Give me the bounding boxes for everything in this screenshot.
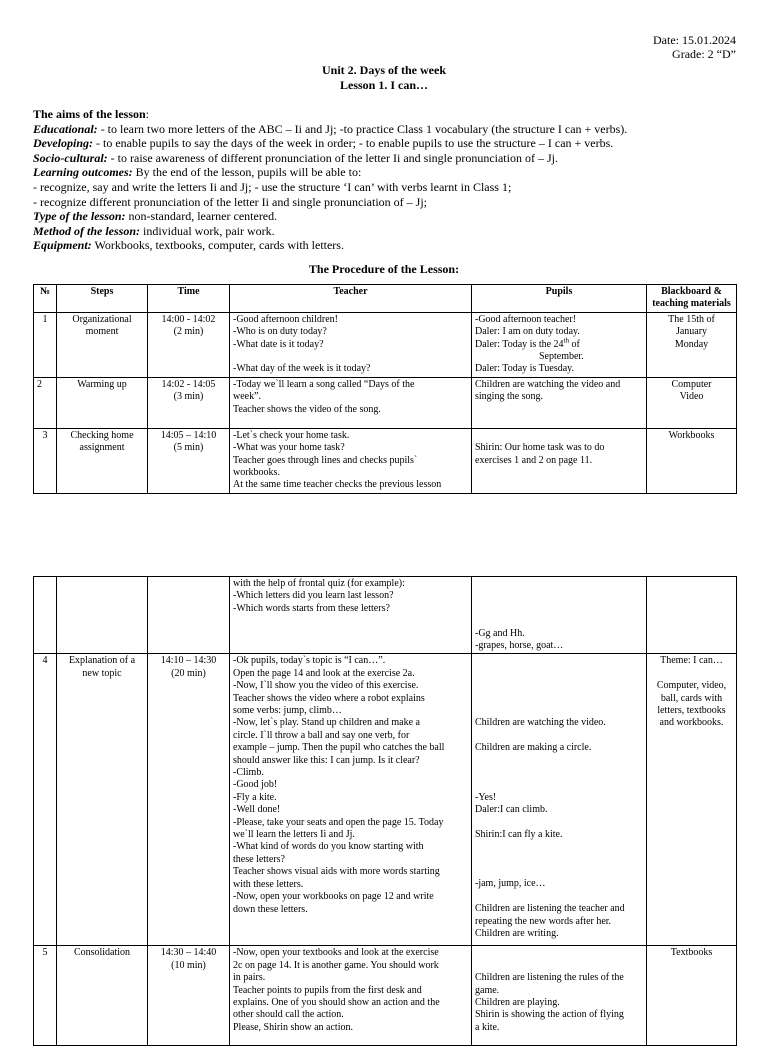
cell-line: -Let`s check your home task. [233, 429, 350, 441]
cell-line: -Who is on duty today? [233, 326, 327, 338]
cell-line [475, 755, 643, 767]
teacher-cell [230, 312, 472, 377]
lesson-title [0, 63, 768, 92]
lesson-date: Date: 15.01.2024 [653, 33, 736, 47]
cell-line: Please, Shirin show an action. [233, 1021, 353, 1033]
cell-line [475, 668, 643, 680]
cell-line [475, 960, 643, 972]
cell-line [475, 693, 643, 705]
time-cell: 14:02 - 14:05 (3 min) [148, 377, 230, 428]
unit-title: Unit 2. Days of the week [322, 63, 446, 77]
step-cell [57, 577, 148, 654]
pupils-cell [472, 577, 647, 654]
aim-educational: Educational: - to learn two more letters of the ABC – Ii and Jj; -to practice Class 1 vocabulary (the structure I can + verbs). [33, 121, 628, 136]
cell-line: a kite. [475, 1021, 500, 1033]
materials-cell [647, 428, 737, 493]
cell-line: At the same time teacher checks the previous lesson [233, 479, 442, 491]
time-cell: 14:10 – 14:30 (20 min) [148, 654, 230, 946]
cell-line [233, 351, 468, 363]
cell-line: we`ll learn the letters Ii and Jj. [233, 829, 355, 841]
cell-line: Monday [674, 338, 709, 350]
cell-line: The 15th of [668, 313, 715, 325]
table-header-row [34, 285, 737, 313]
cell-line: circle. I`ll throw a ball and say one verb, for [233, 729, 410, 741]
materials-cell [647, 654, 737, 946]
step-cell: Checking home assignment [57, 428, 148, 493]
cell-line: January [675, 326, 708, 338]
cell-line: repeating the new words after her. [475, 915, 612, 927]
cell-line: -Which letters did you learn last lesson? [233, 590, 394, 602]
cell-line: -Good job! [233, 779, 278, 791]
cell-line: exercises 1 and 2 on page 11. [475, 454, 593, 466]
cell-line [475, 767, 643, 779]
time-cell: 14:05 – 14:10 (5 min) [148, 428, 230, 493]
cell-line: -Well done! [233, 804, 281, 816]
cell-line [475, 430, 643, 442]
cell-line: 2c on page 14. It is another game. You should work [233, 959, 439, 971]
column-header: Steps [57, 285, 148, 313]
aim-socio-cultural: Socio-cultural: - to raise awareness of different pronunciation of the letter Ii and single pronunciation of – Jj. [33, 150, 558, 165]
cell-line: example – jump. Then the pupil who catches the ball [233, 742, 445, 754]
time-cell: 14:30 – 14:40 (10 min) [148, 946, 230, 1046]
cell-line [650, 668, 733, 680]
materials-cell [647, 577, 737, 654]
cell-line: Children are watching the video and [475, 378, 621, 390]
outcome-item: - recognize different pronunciation of the letter Ii and single pronunciation of – Jj; [33, 194, 427, 209]
cell-line: -Yes! [475, 791, 497, 803]
cell-line [475, 615, 643, 627]
table-row [34, 312, 737, 377]
cell-line: these letters? [233, 853, 285, 865]
procedure-table [33, 284, 737, 494]
row-number: 5 [34, 946, 57, 1046]
learning-outcomes: Learning outcomes: By the end of the lesson, pupils will be able to: [33, 165, 362, 180]
row-number: 4 [34, 654, 57, 946]
cell-line: -Now, open your workbooks on page 12 and write [233, 891, 434, 903]
teacher-cell [230, 428, 472, 493]
cell-line: -What date is it today? [233, 338, 324, 350]
cell-line: letters, textbooks [657, 704, 726, 716]
cell-line [475, 730, 643, 742]
lesson-method: Method of the lesson: individual work, pair work. [33, 223, 275, 238]
time-cell: 14:00 - 14:02 (2 min) [148, 312, 230, 377]
cell-line: -Now, let`s play. Stand up children and make a [233, 717, 420, 729]
cell-line: down these letters. [233, 903, 308, 915]
lesson-grade: Grade: 2 “D” [672, 47, 736, 61]
cell-line: -What day of the week is it today? [233, 363, 371, 375]
cell-line: Workbooks [668, 429, 715, 441]
cell-line: Children are watching the video. [475, 717, 606, 729]
cell-line: -Now, I`ll show you the video of this exercise. [233, 680, 419, 692]
cell-line [475, 947, 643, 959]
lesson-meta [653, 33, 736, 61]
cell-line [475, 866, 643, 878]
cell-line: with the help of frontal quiz (for example): [233, 578, 405, 589]
cell-line: Children are listening the rules of the [475, 972, 624, 984]
step-cell: Explanation of a new topic [57, 654, 148, 946]
cell-line: -Ok pupils, today`s topic is “I can…”. [233, 655, 386, 667]
cell-line: workbooks. [233, 467, 280, 479]
page-break [0, 530, 768, 560]
cell-line: Shirin:I can fly a kite. [475, 828, 563, 840]
cell-line: Children are listening the teacher and [475, 903, 625, 915]
cell-line: Children are playing. [475, 996, 560, 1008]
step-cell: Warming up [57, 377, 148, 428]
procedure-table-continued [33, 576, 737, 1046]
cell-line: some verbs: jump, climb… [233, 705, 342, 716]
time-cell [148, 577, 230, 654]
cell-line: -Which words starts from these letters? [233, 602, 390, 614]
cell-line: -jam, jump, ice… [475, 878, 546, 890]
cell-line: Computer [671, 378, 712, 390]
cell-line [475, 655, 643, 667]
cell-line: Shirin is showing the action of flying [475, 1009, 624, 1021]
cell-line: -Good afternoon children! [233, 313, 338, 325]
cell-line [475, 603, 643, 615]
cell-line: Teacher shows the video where a robot explains [233, 692, 425, 704]
cell-line: -Now, open your textbooks and look at the exercise [233, 947, 439, 959]
materials-cell [647, 946, 737, 1046]
cell-line: Teacher shows the video of the song. [233, 403, 381, 415]
cell-line: singing the song. [475, 391, 544, 403]
cell-line: with these letters. [233, 878, 304, 890]
cell-line: Teacher goes through lines and checks pupils` [233, 454, 418, 466]
outcome-item: - recognize, say and write the letters Ii and Jj; - use the structure ‘I can’ with verbs learnt in Class 1; [33, 179, 512, 194]
table-row [34, 428, 737, 493]
cell-line: Children are writing. [475, 928, 559, 940]
cell-line: week”. [233, 391, 262, 403]
cell-line: -Gg and Hh. [475, 627, 525, 639]
cell-line: Shirin: Our home task was to do [475, 442, 605, 454]
cell-line: Open the page 14 and look at the exercise 2a. [233, 667, 415, 679]
cell-line [475, 680, 643, 692]
cell-line: Theme: I can… [660, 655, 723, 667]
cell-line: and workbooks. [659, 717, 724, 729]
cell-line: Daler:I can climb. [475, 804, 548, 816]
teacher-cell [230, 377, 472, 428]
pupils-cell [472, 946, 647, 1046]
cell-line: -grapes, horse, goat… [475, 639, 564, 651]
procedure-title: The Procedure of the Lesson: [308, 262, 460, 276]
cell-line: Textbooks [670, 947, 713, 959]
column-header: № [34, 285, 57, 313]
lesson-equipment: Equipment: Workbooks, textbooks, computer, cards with letters. [33, 238, 344, 253]
table-row [34, 377, 737, 428]
cell-line: -Fly a kite. [233, 791, 277, 803]
pupils-cell [472, 428, 647, 493]
lesson-aims [33, 107, 733, 253]
cell-line: -What was your home task? [233, 442, 345, 454]
lesson-type: Type of the lesson: non-standard, learner centered. [33, 209, 278, 224]
materials-cell [647, 377, 737, 428]
cell-line: should answer like this: I can jump. Is it clear? [233, 754, 420, 766]
pupils-cell [472, 654, 647, 946]
step-cell: Consolidation [57, 946, 148, 1046]
column-header: Pupils [472, 285, 647, 313]
cell-line: in pairs. [233, 972, 266, 984]
step-cell: Organizational moment [57, 312, 148, 377]
cell-line: game. [475, 984, 500, 996]
cell-line [475, 779, 643, 791]
pupils-cell [472, 377, 647, 428]
cell-line: ball, cards with [660, 692, 723, 704]
cell-line [475, 854, 643, 866]
cell-line: Teacher shows visual aids with more words starting [233, 866, 440, 878]
column-header: Teacher [230, 285, 472, 313]
row-number: 3 [34, 428, 57, 493]
document-page-2 [0, 560, 768, 1033]
cell-line [475, 891, 643, 903]
cell-line: other should call the action. [233, 1009, 344, 1021]
aim-developing: Developing: - to enable pupils to say the days of the week in order; - to enable pupils to use the structure – I can + verbs. [33, 136, 614, 151]
row-number: 2 [34, 377, 57, 428]
cell-line: explains. One of you should show an action and the [233, 997, 440, 1008]
materials-cell [647, 312, 737, 377]
aims-heading: The aims of the lesson: [33, 107, 150, 121]
cell-line [475, 705, 643, 717]
cell-line: -Climb. [233, 767, 264, 779]
teacher-cell [230, 654, 472, 946]
column-header: Time [148, 285, 230, 313]
row-number: 1 [34, 312, 57, 377]
table-row [34, 577, 737, 654]
cell-line: -Today we`ll learn a song called “Days of the [233, 378, 415, 390]
cell-line: Teacher points to pupils from the first desk and [233, 984, 422, 996]
table-row [34, 654, 737, 946]
column-header: Blackboard & teaching materials [647, 285, 737, 313]
teacher-cell [230, 577, 472, 654]
cell-line [475, 578, 643, 590]
lesson-subtitle: Lesson 1. I can… [339, 77, 428, 92]
pupils-cell: -Good afternoon teacher! Daler: I am on duty today. Daler: Today is the 24th of September. Daler: Today is Tuesday. [472, 312, 647, 377]
cell-line: Video [679, 391, 704, 403]
cell-line [475, 841, 643, 853]
cell-line: Children are making a circle. [475, 742, 592, 754]
cell-line [475, 590, 643, 602]
teacher-cell [230, 946, 472, 1046]
cell-line: -Please, take your seats and open the page 15. Today [233, 816, 444, 828]
cell-line [475, 817, 643, 829]
table-row [34, 946, 737, 1046]
cell-line: Computer, video, [656, 680, 727, 692]
cell-line: -What kind of words do you know starting with [233, 841, 424, 853]
row-number [34, 577, 57, 654]
